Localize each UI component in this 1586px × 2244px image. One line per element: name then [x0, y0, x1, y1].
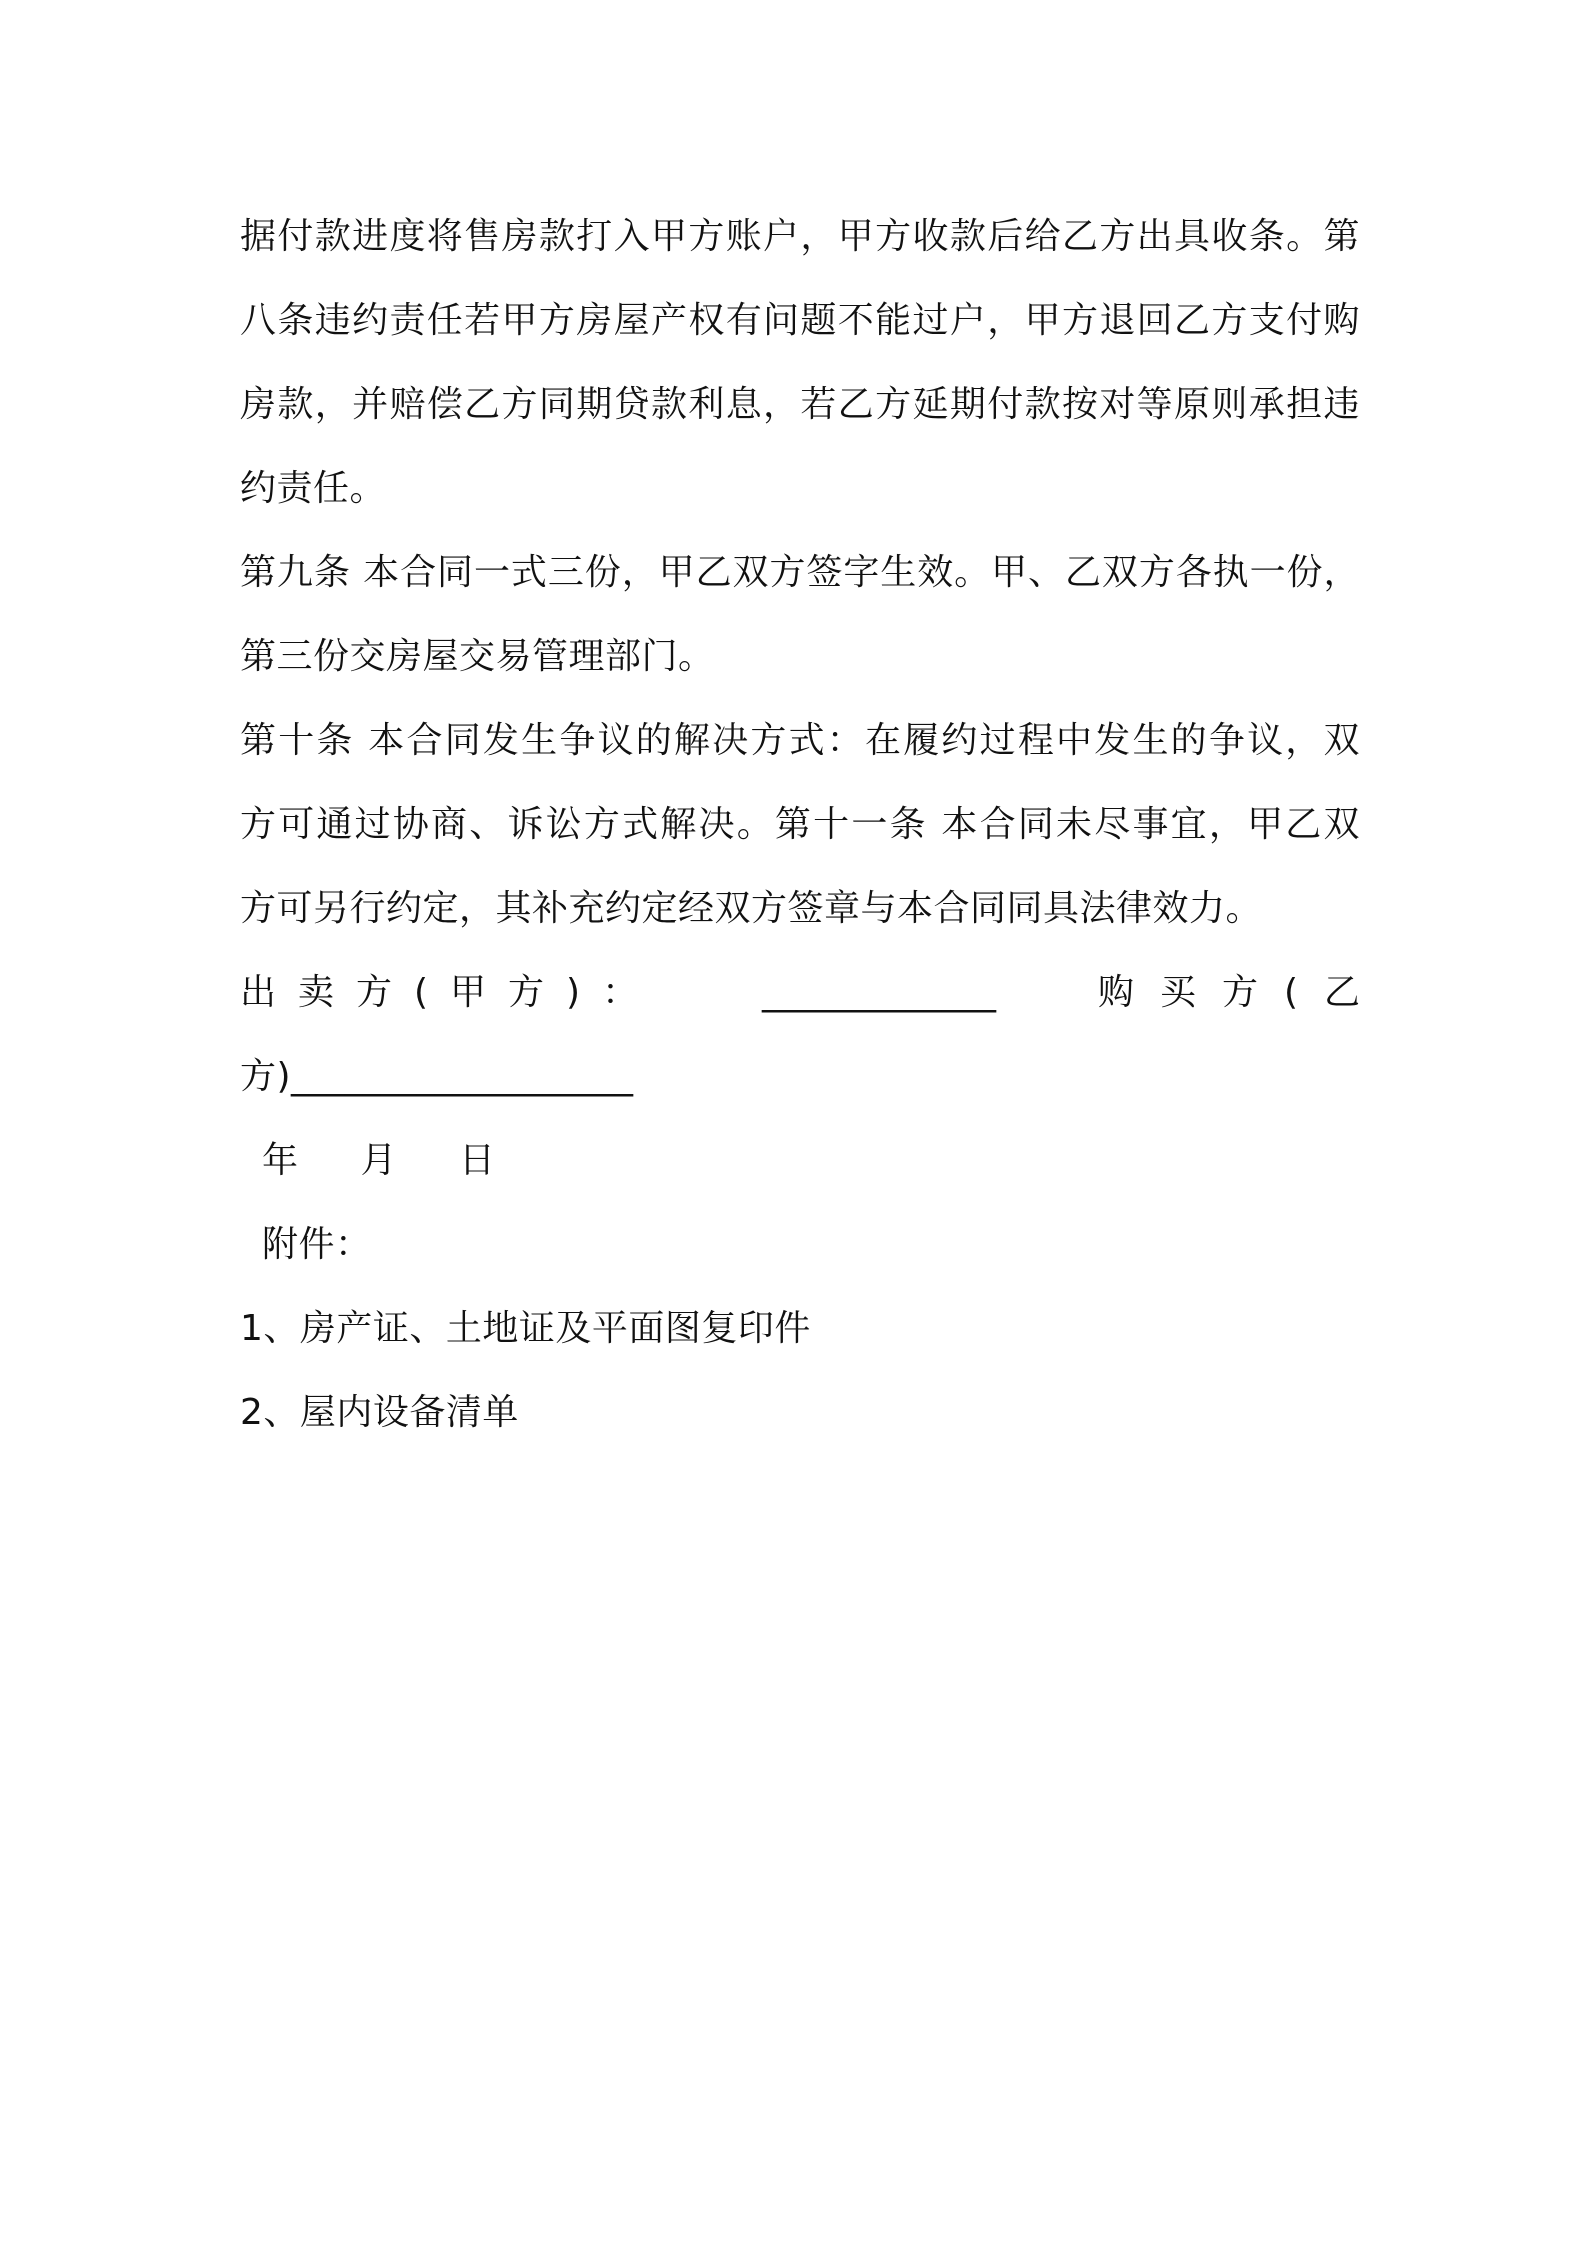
body-line-3: 房款，并赔偿乙方同期贷款利息，若乙方延期付款按对等原则承担违 [240, 384, 1360, 425]
seller-signature-blank: _____________ [762, 972, 997, 1013]
attachment-item-2: 2、屋内设备清单 [240, 1392, 519, 1433]
clause-11-line: 方可另行约定，其补充约定经双方签章与本合同同具法律效力。 [240, 888, 1263, 929]
attachment-item-1: 1、房产证、土地证及平面图复印件 [240, 1308, 811, 1349]
body-line-4: 约责任。 [240, 468, 387, 509]
date-row [240, 1119, 1360, 1203]
buyer-label: 购买方(乙 [1097, 972, 1386, 1013]
document-page [240, 195, 1386, 1455]
clause-9-line-1: 第九条 本合同一式三份，甲乙双方签字生效。甲、乙双方各执一份， [240, 552, 1360, 593]
signature-row [240, 951, 1386, 1035]
clause-10-line-2: 方可通过协商、诉讼方式解决。第十一条 本合同未尽事宜，甲乙双 [240, 804, 1360, 845]
seller-label: 出卖方(甲方)： [240, 972, 661, 1013]
date-day: 日 [459, 1140, 496, 1181]
body-line-1: 据付款进度将售房款打入甲方账户，甲方收款后给乙方出具收条。第 [240, 216, 1360, 257]
clause-10-line-1: 第十条 本合同发生争议的解决方式：在履约过程中发生的争议，双 [240, 720, 1360, 761]
buyer-signature-row [240, 1035, 1360, 1119]
buyer-label-continued: 方) [240, 1056, 292, 1097]
date-year: 年 [262, 1140, 299, 1181]
buyer-signature-blank: ___________________ [291, 1056, 634, 1097]
body-line-2: 八条违约责任若甲方房屋产权有问题不能过户，甲方退回乙方支付购 [240, 300, 1360, 341]
attachments-heading: 附件： [262, 1224, 372, 1265]
date-month: 月 [360, 1140, 398, 1181]
clause-9-line-2: 第三份交房屋交易管理部门。 [240, 636, 715, 677]
